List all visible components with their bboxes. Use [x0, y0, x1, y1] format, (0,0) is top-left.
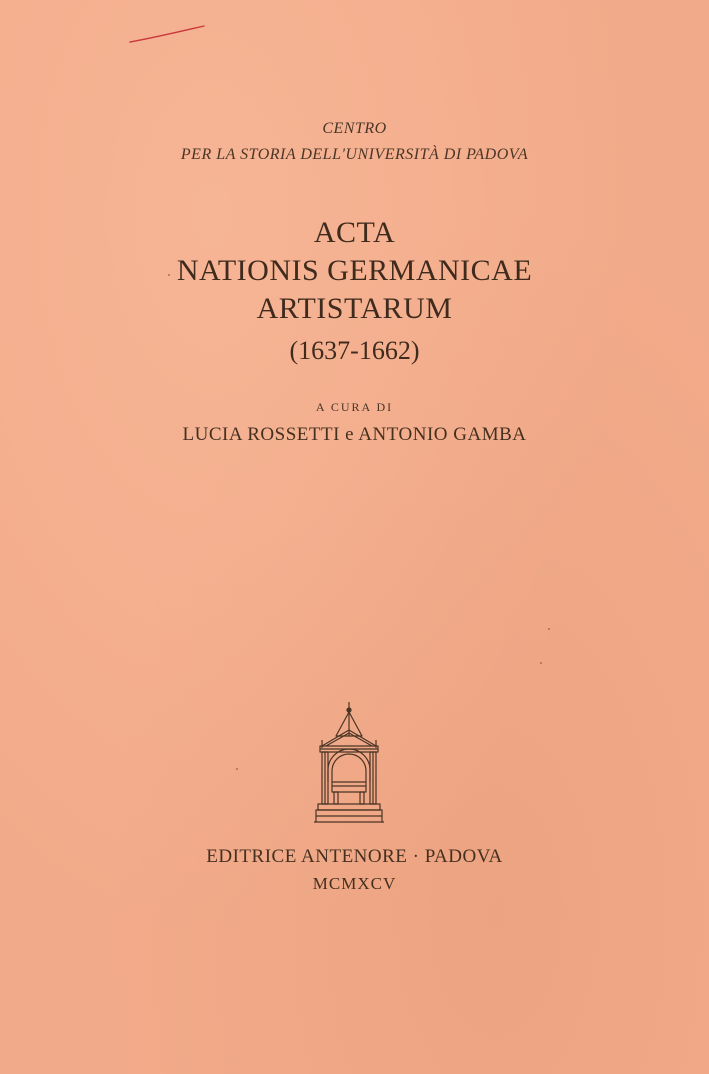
paper-speck	[540, 662, 542, 664]
institution-line-2: PER LA STORIA DELL'UNIVERSITÀ DI PADOVA	[180, 146, 529, 163]
antenore-tomb-icon	[312, 700, 386, 836]
editors-label: A CURA DI	[315, 400, 394, 414]
title-line-3: ARTISTARUM	[256, 292, 453, 325]
paper-speck	[236, 768, 238, 770]
editors-names: LUCIA ROSSETTI e ANTONIO GAMBA	[182, 424, 527, 445]
paper-speck	[168, 274, 170, 276]
publication-year: MCMXCV	[312, 874, 397, 893]
title-line-1: ACTA	[313, 216, 396, 249]
paper-speck	[548, 628, 550, 630]
publisher-name: EDITRICE ANTENORE · PADOVA	[206, 846, 503, 867]
title-line-2: NATIONIS GERMANICAE	[176, 254, 533, 287]
pencil-mark-icon	[128, 22, 208, 48]
title-years: (1637-1662)	[289, 336, 420, 365]
institution-line-1: CENTRO	[322, 120, 387, 137]
